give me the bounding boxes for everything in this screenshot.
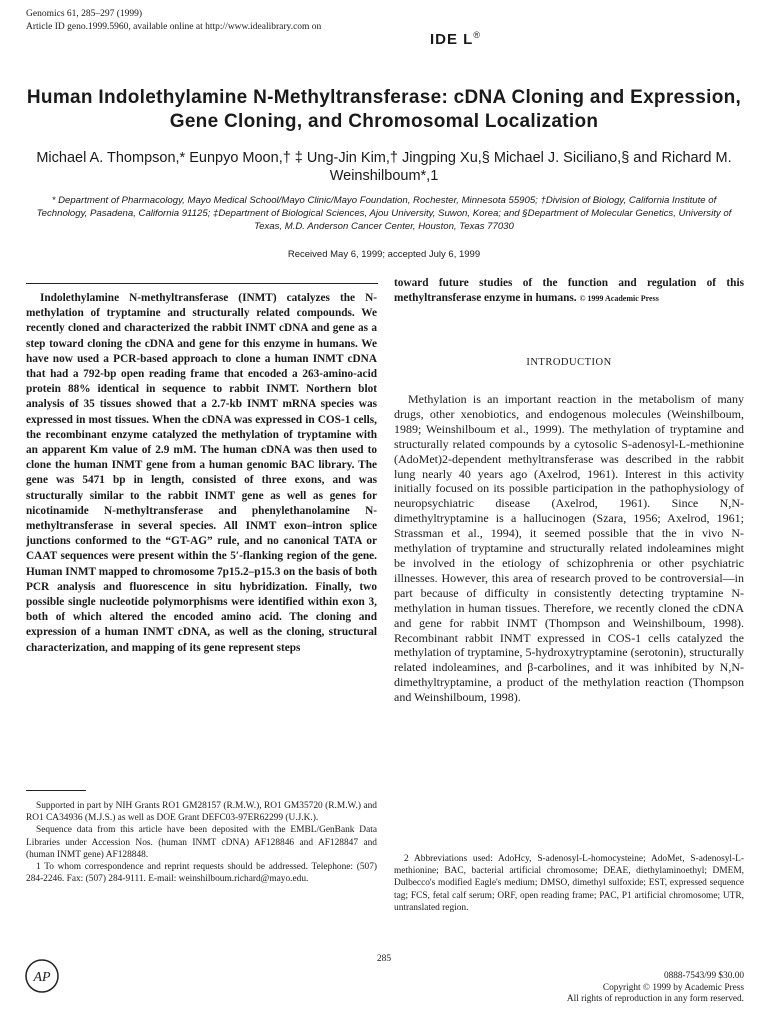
funding-footnote: Supported in part by NIH Grants RO1 GM28157 (R.M.W.), RO1 GM35720 (R.M.W.) and RO1 CA34936 (M.J.S.) as well as DOE Grant DEFC03-97ER62299 (U.J.K.).	[26, 801, 377, 824]
abstract-continued-text: toward future studies of the function and regulation of this methyltransferase enzyme in humans.	[394, 277, 744, 305]
author-list: Michael A. Thompson,* Eunpyo Moon,† ‡ Ung-Jin Kim,† Jingping Xu,§ Michael J. Siciliano,§ and Richard M. Weinshilboum*,1	[36, 150, 732, 184]
copyright-line: Copyright © 1999 by Academic Press	[602, 982, 744, 993]
received-date: Received May 6, 1999; accepted July 6, 1999	[287, 249, 481, 260]
section-heading-introduction: INTRODUCTION	[526, 357, 612, 368]
introduction-text: Methylation is an important reaction in the metabolism of many drugs, other xenobiotics, and endogenous molecules (Weinshilboum, 1989; Weinshilboum et al., 1999). The methylation of tryptamine and structurally related compounds by a cytosolic S-adenosyl-L-methionine (AdoMet)2-dependent methyltransferase was described in the rabbit lung nearly 40 years ago (Axelrod, 1961). Interest in this activity initially focused on its possible participation in the pathophysiology of neuropsychiatric disease (Axelrod, 1961). Since N,N-dimethyltryptamine is a hallucinogen (Szara, 1956; Axelrod, 1961; Strassman et al., 1994), it seemed possible that the in vivo N-methylation of tryptamine and structurally related indoleamines might be involved in the etiology of schizophrenia or other psychiatric illnesses. However, this area of research proved to be controversial—in part because of difficulty in consistently detecting tryptamine N-methylation in human tissues. Therefore, we recently cloned the cDNA and gene for rabbit INMT (Thompson and Weinshilboum, 1998). Recombinant rabbit INMT expressed in COS-1 cells catalyzed the methylation of tryptamine, 5-hydroxytryptamine (serotonin), structurally related indoleamines, and β-carbolines, and it was inhibited by N,N-dimethyltryptamine, a product of the methylation reaction (Thompson and Weinshilboum, 1998).	[394, 392, 744, 705]
price-code: 0888-7543/99 $30.00	[663, 971, 744, 981]
footnotes-left	[26, 800, 377, 885]
footnote-rule	[26, 790, 86, 791]
page-number: 285	[376, 954, 392, 964]
copyright-block	[470, 971, 744, 1006]
accession-footnote: Sequence data from this article have been deposited with the EMBL/GenBank Data Libraries under Accession Nos. (human INMT cDNA) AF128846 and AF128847 and (human INMT gene) AF128848.	[26, 825, 377, 860]
ap-logo-letters: AP	[33, 970, 51, 985]
correspondence-footnote: 1 To whom correspondence and reprint requests should be addressed. Telephone: (507) 284-2246. Fax: (507) 284-9111. E-mail: weinshilboum.richard@mayo.edu.	[26, 862, 377, 885]
abstract-continuation	[394, 276, 744, 306]
academic-press-logo-icon	[24, 958, 60, 994]
abstract-top-rule	[26, 283, 378, 284]
journal-citation: Genomics 61, 285–297 (1999)	[26, 9, 143, 19]
article-id-line: Article ID geno.1999.5960, available online at http://www.idealibrary.com on	[26, 22, 322, 32]
affiliations: * Department of Pharmacology, Mayo Medical School/Mayo Clinic/Mayo Foundation, Rochester, Minnesota 55905; †Division of Biology, California Institute of Technology, Pasadena, California 91125; ‡Department of Biological Sciences, Ajou University, Suwon, Korea; and §Department of Molecular Genetics, University of Texas, M.D. Anderson Cancer Center, Houston, Texas 77030	[36, 195, 732, 232]
rights-line: All rights of reproduction in any form reserved.	[566, 994, 744, 1004]
ideal-logo-text: IDE L	[430, 31, 474, 48]
paper-title: Human Indolethylamine N-Methyltransferase: cDNA Cloning and Expression, Gene Cloning, and Chromosomal Localization	[26, 87, 742, 132]
ideal-logo	[430, 30, 481, 48]
abbreviations-footnote: 2 Abbreviations used: AdoHcy, S-adenosyl-L-homocysteine; AdoMet, S-adenosyl-L-methionine; BAC, bacterial artificial chromosome; DEAE, diethylaminoethyl; DMEM, Dulbecco's modified Eagle's medium; DMSO, dimethyl sulfoxide; EST, expressed sequence tag; FCS, fetal calf serum; ORF, open reading frame; PAC, P1 artificial chromosome; UTR, untranslated region.	[394, 854, 744, 913]
abstract-text: Indolethylamine N-methyltransferase (INMT) catalyzes the N-methylation of tryptamine and structurally related compounds. We recently cloned and characterized the rabbit INMT cDNA and gene as a step toward cloning the cDNA and gene for this enzyme in humans. We have now used a PCR-based approach to clone a human INMT cDNA that had a 792-bp open reading frame that encoded a 263-amino-acid protein 88% identical in sequence to rabbit INMT. Northern blot analysis of 35 tissues showed that a 2.7-kb INMT mRNA species was expressed in most tissues. When the cDNA was expressed in COS-1 cells, the recombinant enzyme catalyzed the methylation of tryptamine with an apparent Km value of 2.9 mM. The human cDNA was then used to clone the human INMT gene from a human genomic BAC library. The gene was 5471 bp in length, consisted of three exons, and was structurally similar to the rabbit INMT gene as well as genes for nicotinamide N-methyltransferase and phenylethanolamine N-methyltransferase in several species. All INMT exon–intron splice junctions conformed to the “GT-AG” rule, and no canonical TATA or CAAT sequences were present within the 5′-flanking region of the gene. Human INMT mapped to chromosome 7p15.2–p15.3 on the basis of both PCR analysis and fluorescence in situ hybridization. Finally, two possible single nucleotide polymorphisms were identified within exon 3, both of which altered the encoded amino acid. The cloning and expression of a human INMT cDNA, as well as the cloning, structural characterization, and mapping of its gene represent steps	[26, 292, 377, 654]
abstract-copyright: © 1999 Academic Press	[579, 294, 659, 304]
registered-mark: ®	[473, 30, 481, 40]
